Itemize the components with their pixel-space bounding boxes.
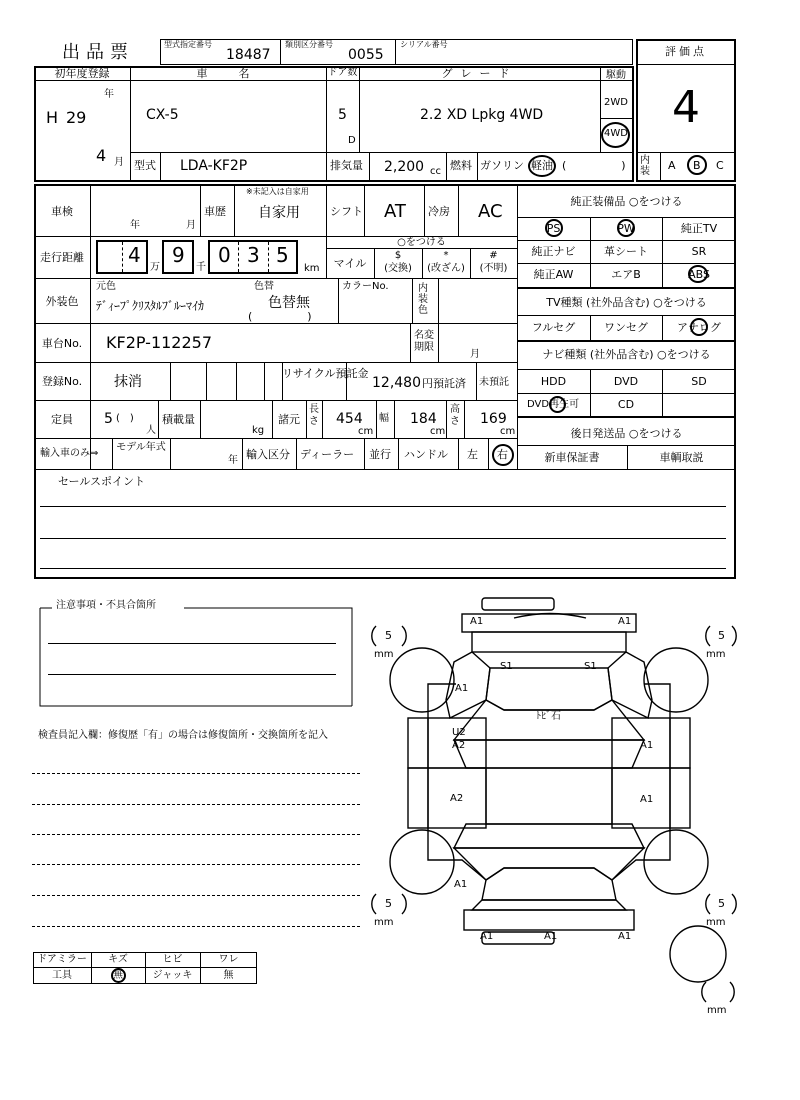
model-label: 型式 bbox=[134, 159, 156, 172]
diag-s1-right: S1 bbox=[584, 661, 597, 672]
mileage-digit-2: 9 bbox=[172, 243, 185, 267]
diag-bottom-a1-center: A1 bbox=[544, 931, 558, 942]
capacity-unit: 人 bbox=[146, 425, 156, 436]
mile-option: マイル bbox=[333, 257, 367, 270]
import-parallel: 並行 bbox=[369, 448, 391, 461]
history-note: ※未記入は自家用 bbox=[246, 187, 309, 196]
legend-tools: 工具 bbox=[52, 970, 72, 981]
diag-bottom-a1-left: A1 bbox=[480, 931, 494, 942]
registration-value: 抹消 bbox=[114, 374, 142, 390]
load-label: 積載量 bbox=[162, 413, 195, 426]
dims-label: 諸元 bbox=[278, 413, 300, 426]
legend-tools-value: 無 bbox=[113, 970, 123, 981]
tread-spare-mm: mm bbox=[707, 1005, 727, 1016]
equip-pw: PW bbox=[617, 222, 635, 235]
type-label: 型式指定番号 bbox=[164, 40, 212, 49]
inspector-note: 検査員記入欄：修復歴「有」の場合は修復箇所・交換箇所を記入 bbox=[38, 730, 328, 741]
reg-year-unit: 年 bbox=[104, 89, 114, 100]
serial-label: シリアル番号 bbox=[400, 40, 448, 49]
diag-fl-fender: A1 bbox=[455, 683, 469, 694]
model-value: LDA-KF2P bbox=[180, 158, 248, 174]
notes-title: 注意事項・不具合箇所 bbox=[56, 600, 156, 611]
legend-crack: ヒビ bbox=[162, 954, 183, 965]
displacement-value: 2,200 bbox=[384, 159, 425, 175]
mileage-circle-note: ○をつける bbox=[397, 237, 446, 248]
navi-type-title: ナビ種類 (社外品含む) ○をつける bbox=[542, 348, 711, 361]
height-label: 高さ bbox=[450, 404, 460, 427]
model-year-label: モデル年式 bbox=[116, 442, 166, 453]
altered-sym: * bbox=[443, 250, 449, 261]
navi-hdd: HDD bbox=[540, 375, 567, 388]
navi-sd: SD bbox=[691, 375, 707, 388]
unknown-option: (不明) bbox=[479, 263, 508, 274]
class-value: 0055 bbox=[348, 47, 384, 63]
mileage-km: km bbox=[304, 263, 320, 274]
repaint-paren: ( ) bbox=[248, 310, 312, 323]
transfer-month: 月 bbox=[470, 349, 480, 360]
exchange-sym: $ bbox=[394, 250, 402, 261]
sales-label: セールスポイント bbox=[58, 475, 146, 488]
capacity-value: 5 bbox=[104, 411, 113, 427]
drive-2wd: 2WD bbox=[604, 97, 628, 108]
height-value: 169 bbox=[480, 411, 507, 427]
tread-rl: 5 bbox=[385, 897, 392, 910]
displacement-label: 排気量 bbox=[330, 159, 363, 172]
reg-year: 29 bbox=[66, 108, 87, 127]
diag-top-a1-right: A1 bbox=[618, 616, 632, 627]
width-cm: cm bbox=[430, 426, 446, 437]
handle-right: 右 bbox=[497, 448, 508, 461]
altered-option: (改ざん) bbox=[427, 263, 465, 274]
score-label: 評価点 bbox=[665, 45, 707, 58]
recycle-status: 円預託済 bbox=[422, 377, 466, 390]
mileage-man: 万 bbox=[150, 262, 160, 273]
exchange-option: (交換) bbox=[384, 263, 412, 274]
import-label: 輸入車のみ⇒ bbox=[40, 448, 99, 459]
car-name-label: 車 名 bbox=[196, 67, 260, 80]
equip-sr: SR bbox=[691, 245, 707, 258]
tread-fl-mm: mm bbox=[374, 649, 394, 660]
mileage-digit-5: 5 bbox=[276, 243, 289, 267]
reg-month-unit: 月 bbox=[114, 157, 124, 168]
shaken-label: 車検 bbox=[51, 205, 73, 218]
unknown-sym: # bbox=[489, 250, 498, 261]
legend-jack: ジャッキ bbox=[152, 970, 193, 981]
reg-month: 4 bbox=[96, 146, 107, 165]
handle-label: ハンドル bbox=[404, 448, 448, 461]
doors-suffix: D bbox=[348, 135, 356, 146]
tread-fr-mm: mm bbox=[706, 649, 726, 660]
legend-scratch: キズ bbox=[108, 954, 128, 965]
score-value: 4 bbox=[672, 82, 700, 133]
doors-value: 5 bbox=[338, 107, 347, 123]
navi-dvd: DVD bbox=[613, 375, 639, 388]
drive-label: 駆動 bbox=[606, 70, 626, 81]
diag-hood: ﾄﾋﾞ石 bbox=[536, 711, 561, 722]
diag-bottom-a1-right: A1 bbox=[618, 931, 632, 942]
history-value: 自家用 bbox=[258, 205, 300, 221]
page-title: 出品票 bbox=[62, 42, 134, 63]
diag-top-a1-left: A1 bbox=[470, 616, 484, 627]
length-cm: cm bbox=[358, 426, 374, 437]
diag-front-door-left-2: A2 bbox=[452, 740, 466, 751]
history-label: 車歴 bbox=[204, 205, 226, 218]
reg-label: 初年度登録 bbox=[54, 67, 110, 80]
width-value: 184 bbox=[410, 411, 437, 427]
shift-label: シフト bbox=[330, 205, 363, 218]
equip-ps: PS bbox=[546, 222, 561, 235]
mileage-digit-3: 0 bbox=[218, 243, 231, 267]
car-name: CX-5 bbox=[146, 107, 179, 123]
equip-tv: 純正TV bbox=[680, 222, 718, 235]
original-color-label: 元色 bbox=[96, 281, 116, 292]
shaken-year-unit: 年 bbox=[130, 220, 140, 231]
diag-rear-door-left: A2 bbox=[450, 793, 464, 804]
diag-rear-door-right: A1 bbox=[640, 794, 654, 805]
interior-c: C bbox=[716, 159, 724, 172]
grade-label: グレード bbox=[441, 67, 518, 80]
tv-one-seg: ワンセグ bbox=[604, 321, 648, 334]
legend-jack-value: 無 bbox=[223, 970, 234, 981]
tread-fl: 5 bbox=[385, 629, 392, 642]
interior-b: B bbox=[693, 159, 701, 172]
cc-unit: cc bbox=[430, 166, 441, 177]
tread-fr: 5 bbox=[718, 629, 725, 642]
interior-color-label: 内装色 bbox=[418, 283, 428, 316]
interior-a: A bbox=[668, 159, 676, 172]
interior-label: 内装 bbox=[640, 155, 650, 177]
length-label: 長さ bbox=[309, 404, 319, 427]
chassis-label: 車台No. bbox=[41, 337, 83, 350]
ac-value: AC bbox=[478, 201, 503, 222]
transfer-label: 名変期限 bbox=[414, 330, 434, 353]
later-manual: 車輌取説 bbox=[659, 451, 704, 464]
diag-rl-fender: A1 bbox=[454, 879, 468, 890]
navi-dvd-play: DVD再生可 bbox=[527, 399, 580, 410]
diag-front-door-left-1: U2 bbox=[452, 727, 466, 738]
mileage-label: 走行距離 bbox=[40, 251, 84, 264]
handle-left: 左 bbox=[467, 448, 478, 461]
tv-full-seg: フルセグ bbox=[531, 321, 576, 334]
fuel-diesel: 軽油 bbox=[531, 159, 553, 172]
import-class-label: 輸入区分 bbox=[246, 448, 290, 461]
equipment-title: 純正装備品 ○をつける bbox=[570, 195, 683, 208]
mileage-digit-4: 3 bbox=[247, 243, 260, 267]
navi-cd: CD bbox=[617, 398, 635, 411]
chassis-value: KF2P-112257 bbox=[106, 333, 213, 352]
capacity-label: 定員 bbox=[51, 413, 73, 426]
repaint-value: 色替無 bbox=[268, 295, 310, 311]
tv-type-title: TV種類 (社外品含む) ○をつける bbox=[546, 296, 707, 309]
equip-aw: 純正AW bbox=[533, 268, 574, 281]
recycle-value: 12,480 bbox=[372, 375, 421, 391]
reg-era: H bbox=[46, 108, 59, 127]
later-title: 後日発送品 ○をつける bbox=[570, 427, 683, 440]
repaint-label: 色替 bbox=[254, 281, 274, 292]
original-color: ﾃﾞｨｰﾌﾟｸﾘｽﾀﾙﾌﾞﾙｰﾏｲｶ bbox=[96, 299, 205, 313]
type-value: 18487 bbox=[226, 47, 271, 63]
fuel-label: 燃料 bbox=[450, 159, 472, 172]
equip-leather: 革シート bbox=[604, 245, 648, 258]
model-year-unit: 年 bbox=[228, 455, 238, 466]
recycle-unpaid: 未預託 bbox=[479, 377, 509, 388]
legend-break: ワレ bbox=[218, 954, 239, 965]
registration-label: 登録No. bbox=[41, 375, 83, 388]
equip-navi: 純正ナビ bbox=[531, 245, 576, 258]
later-warranty: 新車保証書 bbox=[544, 451, 600, 464]
exterior-label: 外装色 bbox=[45, 295, 79, 308]
capacity-paren: ( ) bbox=[116, 413, 134, 424]
width-label: 幅 bbox=[379, 413, 389, 424]
doors-label: ドア数 bbox=[327, 67, 358, 78]
height-cm: cm bbox=[500, 426, 516, 437]
shift-value: AT bbox=[384, 201, 406, 222]
fuel-gasoline: ガソリン bbox=[480, 159, 524, 172]
tread-rr: 5 bbox=[718, 897, 725, 910]
shaken-month-unit: 月 bbox=[186, 220, 196, 231]
tread-rr-mm: mm bbox=[706, 917, 726, 928]
recycle-label-1: リサイクル預託金 bbox=[282, 367, 369, 380]
load-kg: kg bbox=[252, 425, 265, 436]
import-dealer: ディーラー bbox=[300, 448, 355, 461]
ac-label: 冷房 bbox=[428, 205, 450, 218]
diag-front-door-right: A1 bbox=[640, 740, 654, 751]
tread-rl-mm: mm bbox=[374, 917, 394, 928]
tv-analog: アナログ bbox=[677, 321, 721, 334]
mileage-digit-1: 4 bbox=[128, 243, 141, 267]
length-value: 454 bbox=[336, 411, 363, 427]
equip-abs: ABS bbox=[688, 268, 710, 281]
drive-4wd: 4WD bbox=[604, 128, 628, 139]
color-no-label: カラーNo. bbox=[342, 281, 389, 292]
grade-value: 2.2 XD Lpkg 4WD bbox=[420, 107, 544, 123]
mileage-sen: 千 bbox=[196, 262, 206, 273]
class-label: 類別区分番号 bbox=[285, 40, 333, 49]
legend-door-mirror: ドアミラー bbox=[37, 954, 87, 965]
fuel-paren: ( ) bbox=[562, 159, 626, 172]
equip-airbag: エアB bbox=[611, 268, 641, 281]
diag-s1-left: S1 bbox=[500, 661, 513, 672]
